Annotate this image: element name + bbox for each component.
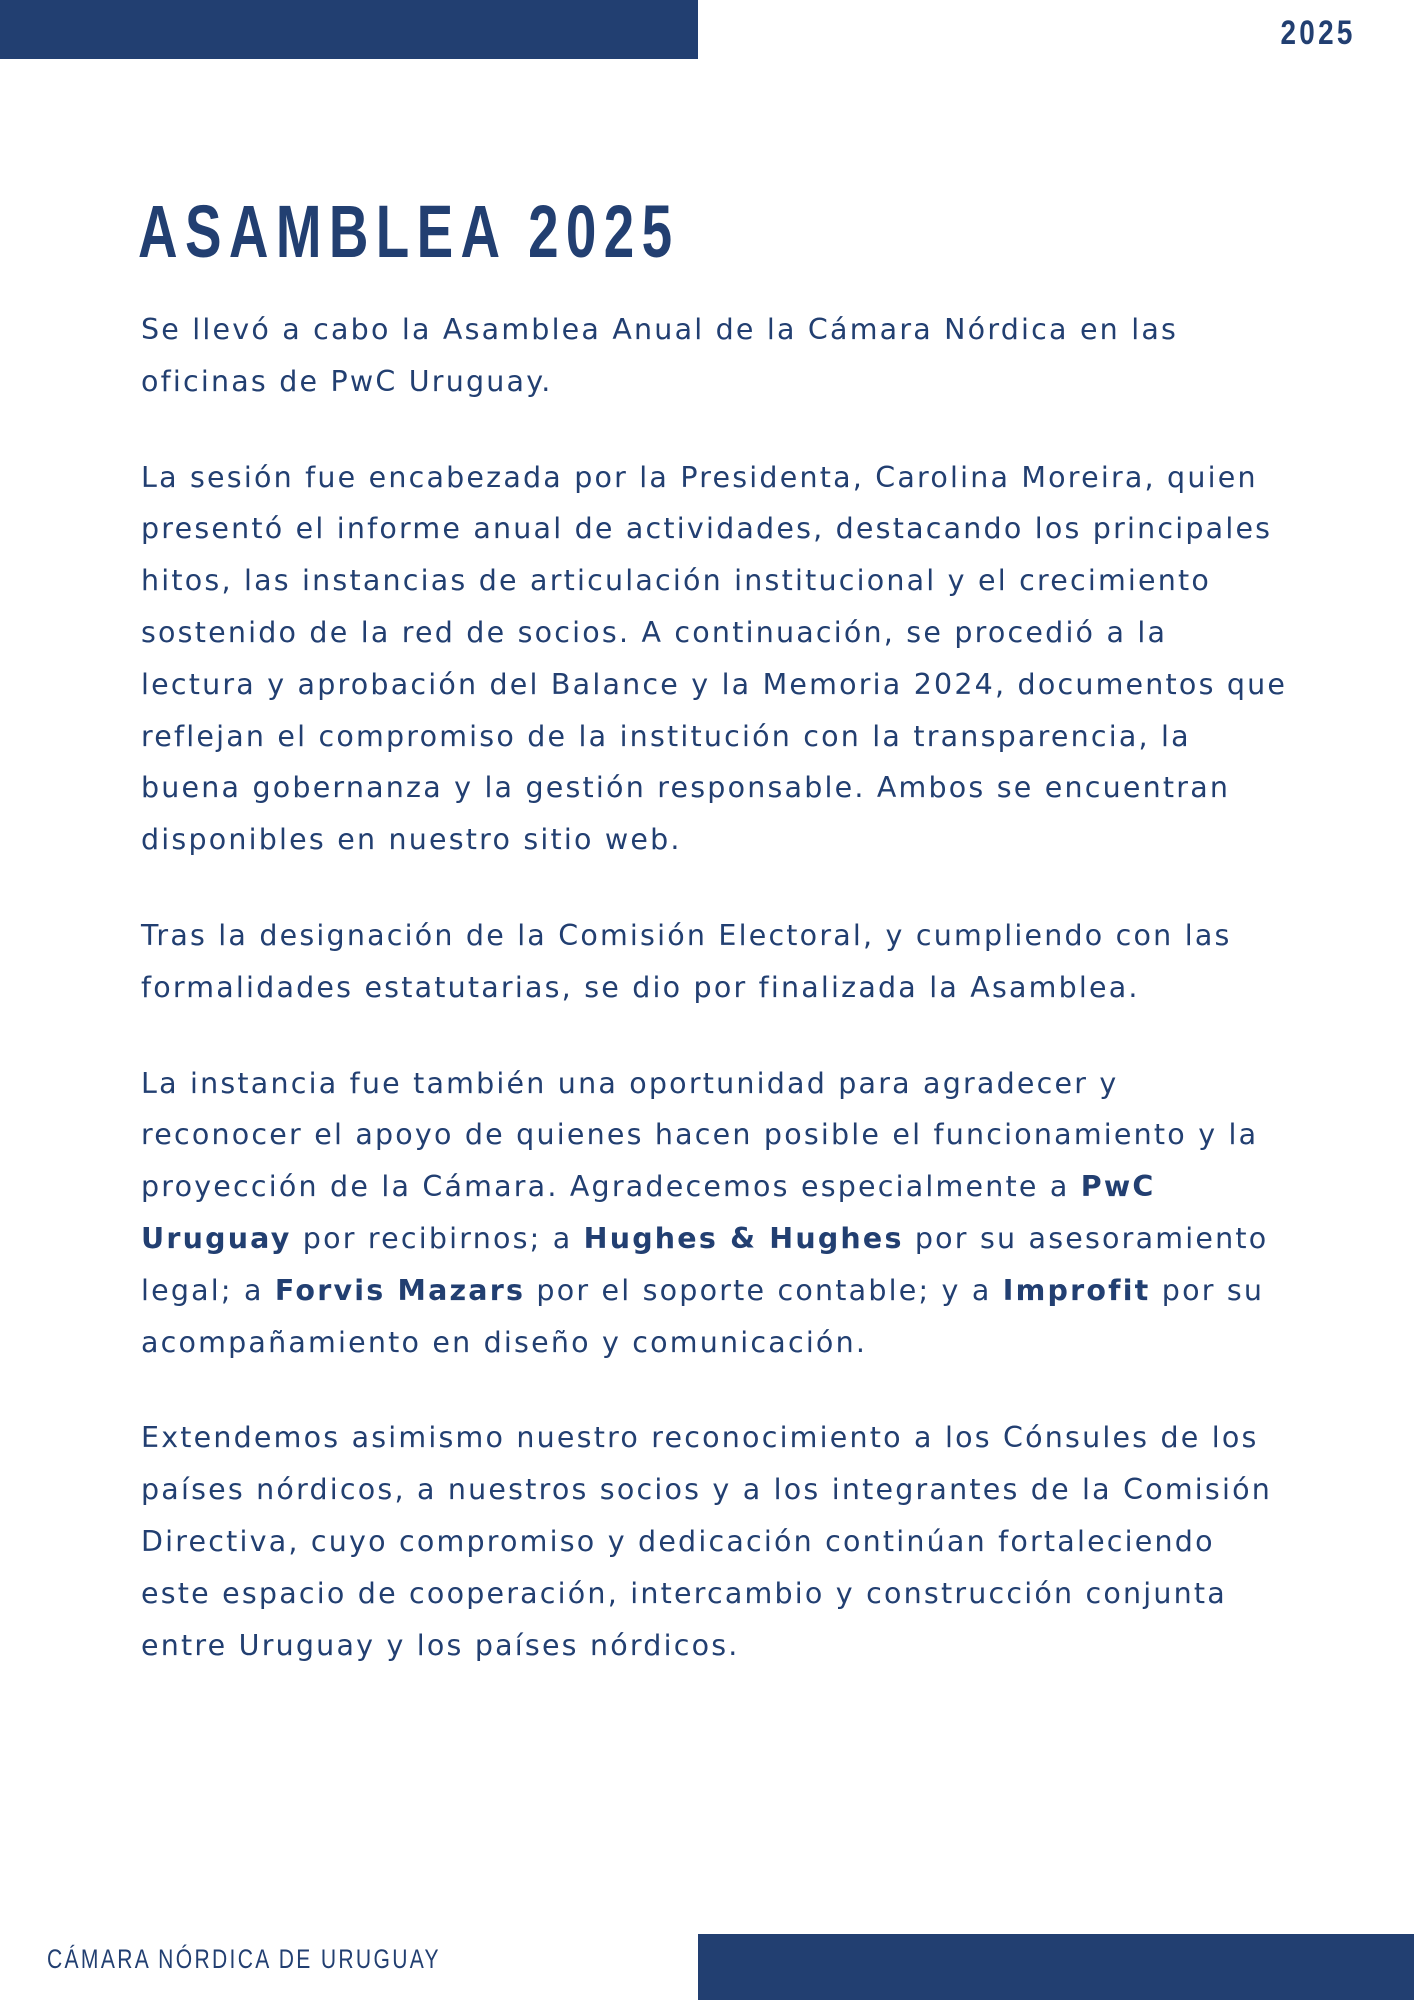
ack-text-4: por el soporte contable; y a (525, 1273, 1003, 1307)
ack-text-3: por su asesoramiento legal; a (141, 1221, 1269, 1307)
ack-text-5: por su acompañamiento en diseño y comunicación. (141, 1273, 1265, 1359)
ack-text-1: La instancia fue también una oportunidad para agradecer y reconocer el apoyo de quienes hacen posible el funcionamiento y la proyección de la Cámara. Agradecemos especialmente a (141, 1066, 1259, 1204)
header-accent-bar (0, 0, 698, 59)
paragraph-acknowledgements (141, 1058, 1291, 1369)
header-year: 2025 (1280, 14, 1356, 52)
article-body (141, 304, 1291, 1715)
ack-sponsor-improfit: Improfit (1002, 1273, 1151, 1307)
footer-organization: CÁMARA NÓRDICA DE URUGUAY (47, 1944, 441, 1974)
ack-sponsor-hughes: Hughes & Hughes (583, 1221, 904, 1255)
ack-sponsor-pwc: PwC Uruguay (141, 1170, 1156, 1255)
footer-accent-bar (698, 1934, 1414, 2000)
paragraph-closing: Tras la designación de la Comisión Electoral, y cumpliendo con las formalidades estatutarias, se dio por finalizada la Asamblea. (141, 918, 1232, 1004)
paragraph-intro: Se llevó a cabo la Asamblea Anual de la Cámara Nórdica en las oficinas de PwC Uruguay. (141, 313, 1179, 398)
ack-sponsor-forvis: Forvis Mazars (274, 1273, 526, 1307)
paragraph-recognition: Extendemos asimismo nuestro reconocimiento a los Cónsules de los países nórdicos, a nuestros socios y a los integrantes de la Comisión Directiva, cuyo compromiso y dedicación continúan fortaleciendo este espacio de cooperación, intercambio y construcción conjunta entre Uruguay y los países nórdicos. (141, 1421, 1272, 1662)
page-title: ASAMBLEA 2025 (138, 190, 680, 273)
paragraph-session: La sesión fue encabezada por la Presidenta, Carolina Moreira, quien presentó el informe anual de actividades, destacando los principales hitos, las instancias de articulación institucional y el crecimiento sostenido de la red de socios. A continuación, se procedió a la lectura y aprobación del Balance y la Memoria 2024, documentos que reflejan el compromiso de la institución con la transparencia, la buena gobernanza y la gestión responsable. Ambos se encuentran disponibles en nuestro sitio web. (141, 460, 1288, 857)
ack-text-2: por recibirnos; a (291, 1221, 584, 1255)
